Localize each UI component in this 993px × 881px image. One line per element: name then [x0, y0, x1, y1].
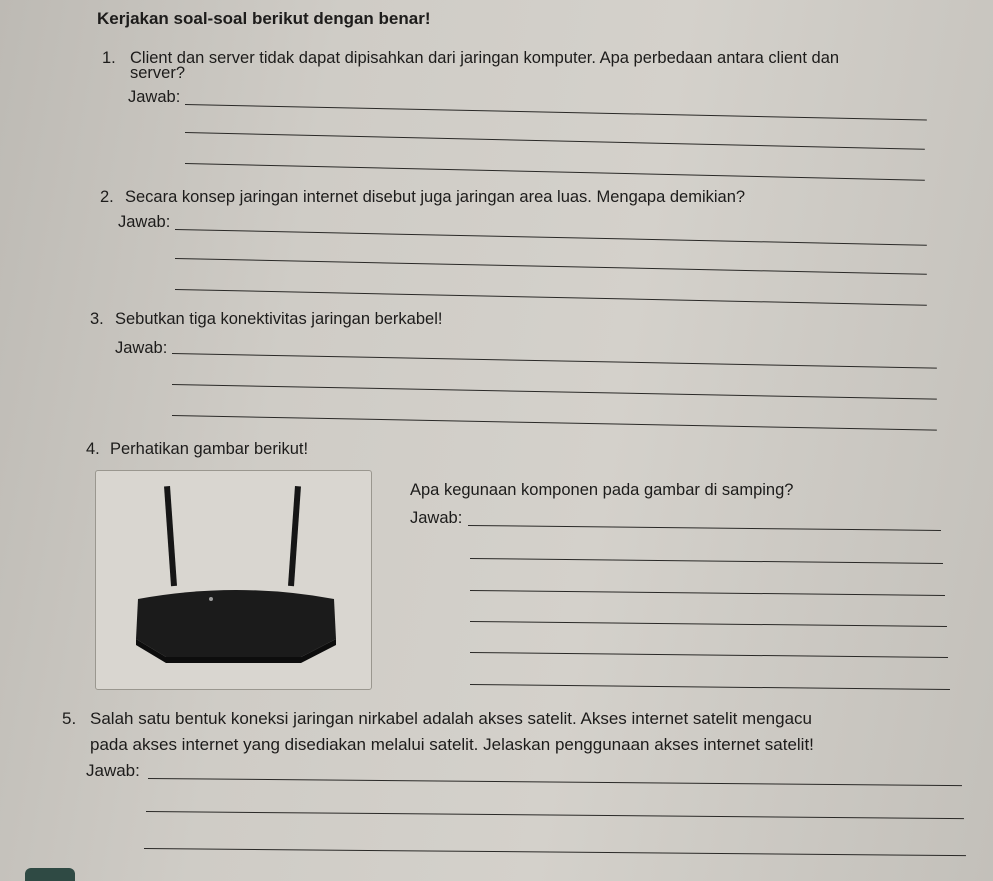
- answer-1-line[interactable]: [185, 132, 925, 150]
- answer-1-line[interactable]: [185, 104, 927, 121]
- answer-2-line[interactable]: [175, 229, 927, 246]
- answer-3-line[interactable]: [172, 384, 937, 400]
- answer-1-label: Jawab:: [128, 88, 181, 106]
- answer-4-line[interactable]: [470, 590, 945, 596]
- answer-4-line[interactable]: [470, 684, 950, 690]
- question-3-text: Sebutkan tiga konektivitas jaringan berkabel!: [115, 310, 443, 328]
- worksheet-title: Kerjakan soal-soal berikut dengan benar!: [97, 9, 431, 28]
- answer-5-label: Jawab:: [86, 761, 140, 780]
- answer-2-line[interactable]: [175, 258, 927, 275]
- question-2-number: 2.: [100, 188, 114, 206]
- answer-5-line[interactable]: [148, 778, 962, 786]
- answer-4-line[interactable]: [468, 525, 941, 531]
- question-5-text: Salah satu bentuk koneksi jaringan nirkabel adalah akses satelit. Akses internet satelit mengacu: [90, 709, 812, 728]
- page-edge-object: [25, 868, 75, 881]
- answer-3-line[interactable]: [172, 415, 937, 431]
- answer-1-line[interactable]: [185, 163, 925, 181]
- answer-4-line[interactable]: [470, 652, 948, 658]
- question-4-number: 4.: [86, 440, 100, 458]
- answer-4-label: Jawab:: [410, 509, 463, 527]
- question-4-text: Perhatikan gambar berikut!: [110, 440, 309, 458]
- answer-3-line[interactable]: [172, 353, 937, 369]
- answer-5-line[interactable]: [144, 848, 966, 856]
- wifi-router-icon: [96, 471, 371, 689]
- question-5-number: 5.: [62, 709, 77, 728]
- question-2-text: Secara konsep jaringan internet disebut juga jaringan area luas. Mengapa demikian?: [125, 188, 746, 206]
- answer-5-line[interactable]: [146, 811, 964, 819]
- answer-4-line[interactable]: [470, 621, 947, 627]
- question-1-text-2: server?: [130, 64, 186, 82]
- answer-4-line[interactable]: [470, 558, 943, 564]
- answer-2-label: Jawab:: [118, 213, 171, 231]
- question-1-text: Client dan server tidak dapat dipisahkan dari jaringan komputer. Apa perbedaan antara client dan: [130, 49, 840, 67]
- question-1-number: 1.: [102, 49, 116, 67]
- question-4-side-question: Apa kegunaan komponen pada gambar di samping?: [410, 481, 794, 499]
- answer-2-line[interactable]: [175, 289, 927, 306]
- question-5-text-2: pada akses internet yang disediakan melalui satelit. Jelaskan penggunaan akses internet satelit!: [90, 735, 814, 754]
- question-3-number: 3.: [90, 310, 104, 328]
- answer-3-label: Jawab:: [115, 339, 168, 357]
- router-image-frame: [95, 470, 372, 690]
